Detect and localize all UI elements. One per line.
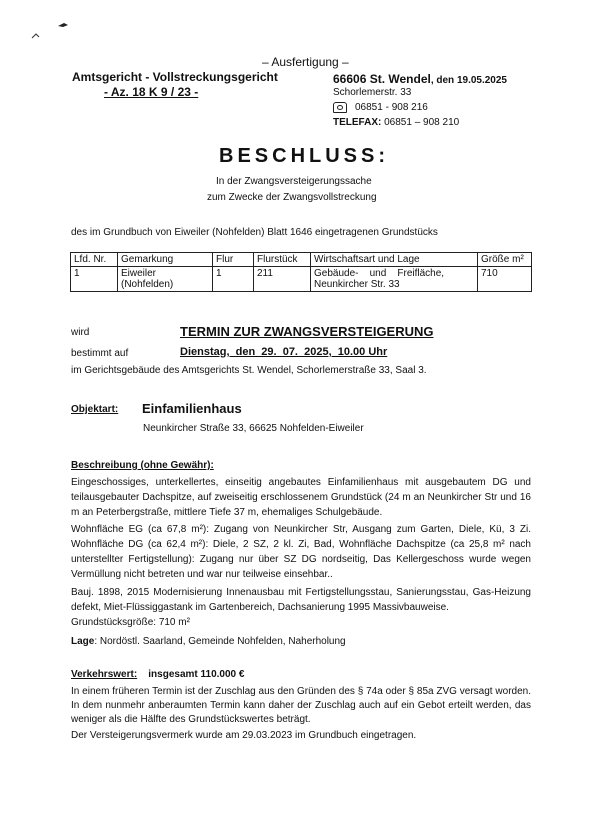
gemarkung-line-1: Eiweiler <box>121 268 157 279</box>
lage-label: Lage <box>71 636 95 647</box>
fax-number: 06851 – 908 210 <box>384 117 460 128</box>
handwritten-mark <box>30 18 74 46</box>
court-name: Amtsgericht - Vollstreckungsgericht <box>72 70 278 84</box>
objektart-value: Einfamilienhaus <box>142 401 242 416</box>
fax-line <box>333 117 459 128</box>
lage-value: : Nordöstl. Saarland, Gemeinde Nohfelden, Naherholung <box>94 636 346 647</box>
telephone-icon <box>333 102 347 113</box>
register-intro: des im Grundbuch von Eiweiler (Nohfelden) Blatt 1646 eingetragenen Grundstücks <box>71 227 438 238</box>
verkehrswert-value: insgesamt 110.000 € <box>148 669 245 680</box>
table-cell: 1 <box>71 267 118 292</box>
table-cell <box>311 267 478 292</box>
table-header-cell: Größe m² <box>478 253 532 267</box>
table-header-cell: Lfd. Nr. <box>71 253 118 267</box>
verkehrswert-paragraph-1: In einem früheren Termin ist der Zuschlag aus den Gründen des § 74a oder § 85a ZVG versagt worden. In dem nunmehr anberaumten Termin kann daher der Zuschlag auch auf ein Gebot erteilt werden, das weniger als die Hälfte des Grundstückswertes beträgt. <box>71 686 531 725</box>
objekt-address: Neunkircher Straße 33, 66625 Nohfelden-Eiweiler <box>143 423 364 434</box>
court-street: Schorlemerstr. 33 <box>333 87 412 98</box>
table-header-cell: Flur <box>213 253 254 267</box>
beschreibung-paragraph-2: Wohnfläche EG (ca 67,8 m²): Zugang von Neunkircher Str, Ausgang zum Garten, Diele, Kü, 3 Zi. Wohnfläche DG (ca 62,4 m²): Diele, 2 SZ, 2 kl. Zi, Bad, Wohnfläche Dachspitze (ca 25,8 m² nach unterstellter Fertigstellung): Zugang nur über SZ DG nordseitig, Das Kellergeschoss wurde wegen Vermüllung nicht betreten und war nur teilweise einsehbar.. <box>71 524 531 580</box>
beschreibung-paragraph-3: Bauj. 1898, 2015 Modernisierung Innenausbau mit Fertigstellungsstau, Sanierungsstau, Gas-Heizung defekt, Miet-Flüssiggastank im Gartenbereich, Dachsanierung 1995 Massivbauweise. <box>71 587 531 613</box>
document-heading: BESCHLUSS: <box>219 145 390 167</box>
fax-label: TELEFAX: <box>333 117 382 128</box>
table-header-cell: Wirtschaftsart und Lage <box>311 253 478 267</box>
lage-line-2: Neunkircher Str. 33 <box>314 279 400 290</box>
lage-line <box>71 636 346 647</box>
phone-line <box>333 102 428 113</box>
table-row <box>71 267 532 292</box>
verkehrswert-label: Verkehrswert: <box>71 669 138 680</box>
verkehrswert-line <box>71 669 244 680</box>
table-cell: 710 <box>478 267 532 292</box>
table-header-cell: Flurstück <box>254 253 311 267</box>
lage-line-1: Gebäude- und Freifläche, <box>314 268 445 279</box>
table-cell: 211 <box>254 267 311 292</box>
table-cell: 1 <box>213 267 254 292</box>
table-cell <box>118 267 213 292</box>
beschreibung-paragraph-4: Grundstücksgröße: 710 m² <box>71 617 190 628</box>
termin-heading: TERMIN ZUR ZWANGSVERSTEIGERUNG <box>180 324 434 339</box>
table-header-row <box>71 253 532 267</box>
bestimmt-label: bestimmt auf <box>71 348 129 359</box>
case-number: - Az. 18 K 9 / 23 - <box>104 85 199 99</box>
auction-datetime: Dienstag, den 29. 07. 2025, 10.00 Uhr <box>180 346 388 358</box>
parcel-table <box>70 252 532 292</box>
document-date: , den 19.05.2025 <box>430 75 507 86</box>
auction-location: im Gerichtsgebäude des Amtsgerichts St. Wendel, Schorlemerstraße 33, Saal 3. <box>71 365 427 376</box>
verkehrswert-paragraph-2: Der Versteigerungsvermerk wurde am 29.03.2023 im Grundbuch eingetragen. <box>71 730 417 741</box>
gemarkung-line-2: (Nohfelden) <box>121 279 174 290</box>
beschreibung-paragraph-1: Eingeschossiges, unterkellertes, einseitig angebautes Einfamilienhaus mit ausgebautem DG und teilausgebauter Dachspitze, auf zweiseitig erschlossenem Grundstück (24 m an Neunkircher Str und 16 m an Peterbergstraße, mittlere Tiefe 37 m, ehemaliges Schulgebäude. <box>71 477 531 518</box>
wird-label: wird <box>71 327 90 338</box>
objektart-label: Objektart: <box>71 404 119 415</box>
court-city-line <box>333 70 507 88</box>
copy-mark: – Ausfertigung – <box>262 55 349 69</box>
beschreibung-heading: Beschreibung (ohne Gewähr): <box>71 460 214 471</box>
phone-number: 06851 - 908 216 <box>355 102 428 114</box>
title-line-1: In der Zwangsversteigerungssache <box>216 176 372 187</box>
table-header-cell: Gemarkung <box>118 253 213 267</box>
court-city: 66606 St. Wendel <box>333 72 431 86</box>
title-line-2: zum Zwecke der Zwangsvollstreckung <box>207 192 377 203</box>
